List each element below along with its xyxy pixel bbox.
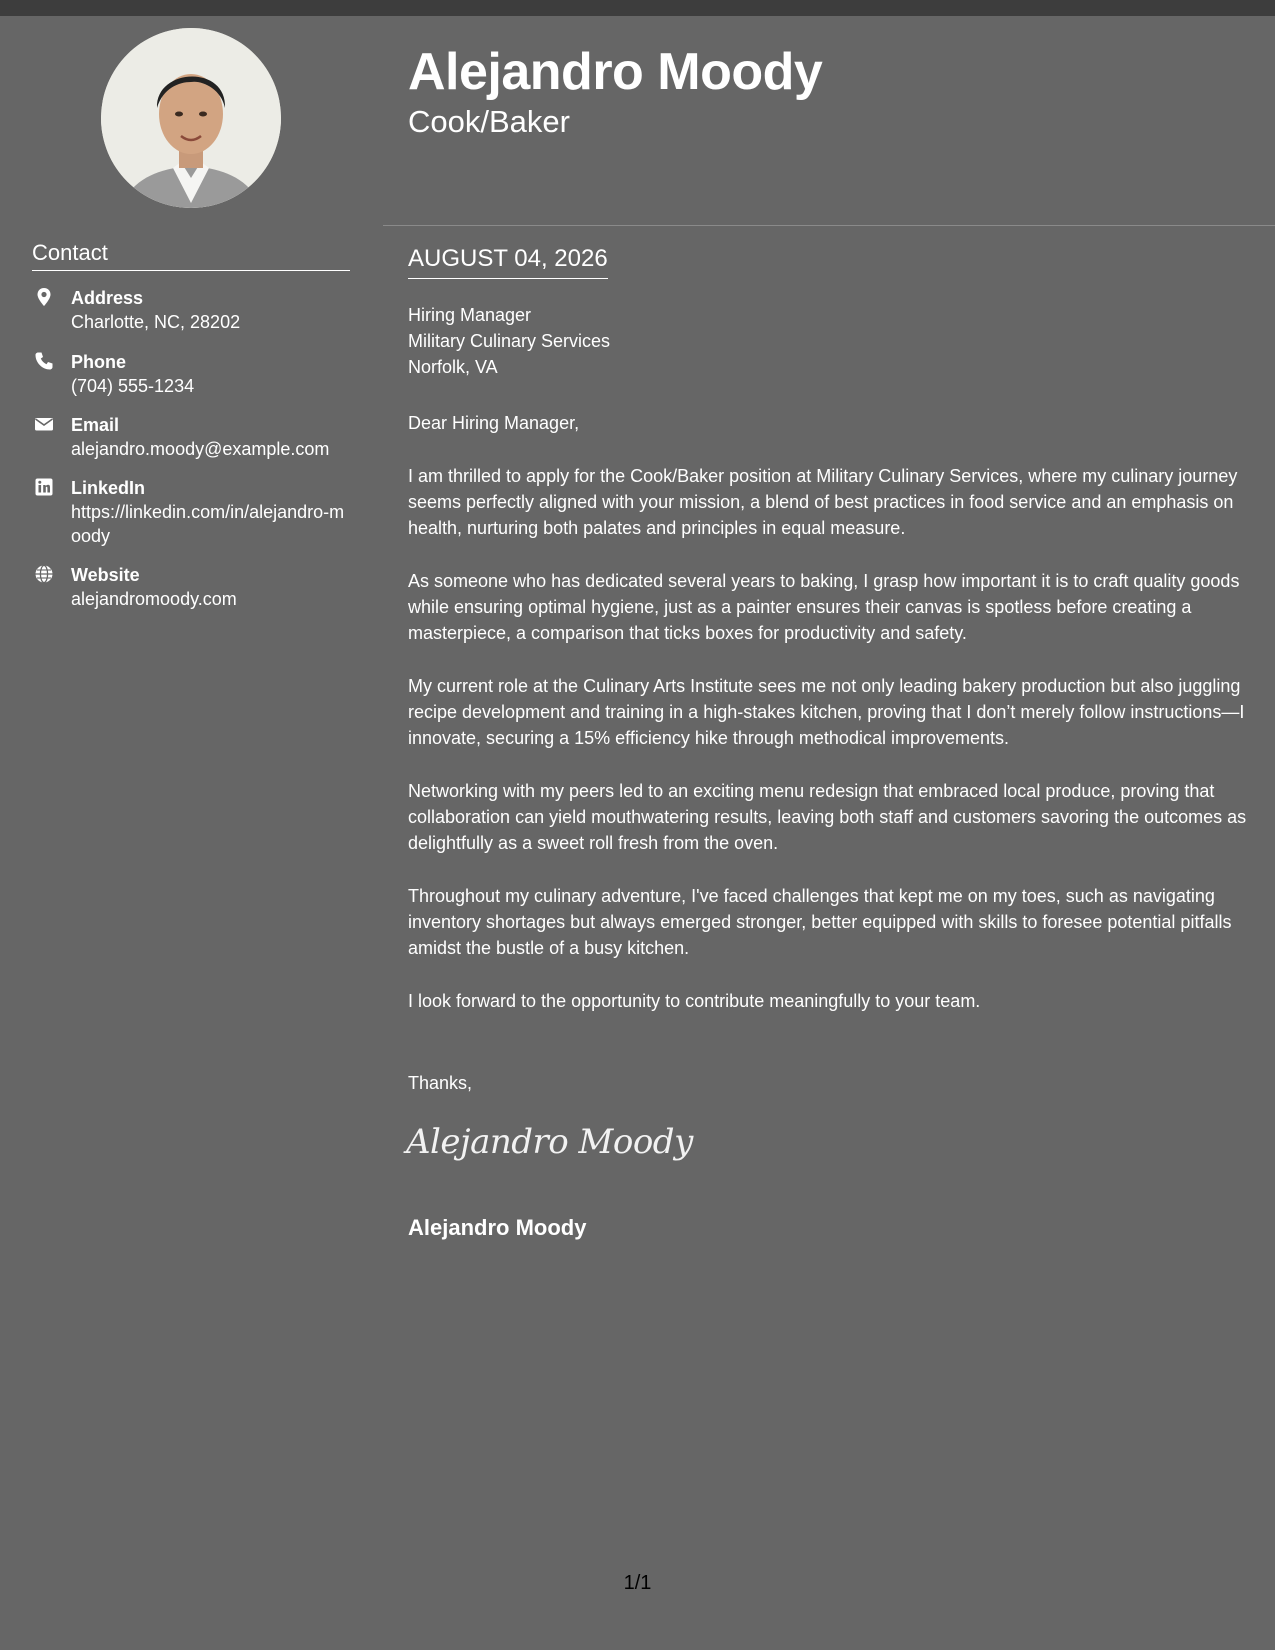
location-pin-icon <box>34 287 54 307</box>
contact-phone <box>32 350 352 398</box>
body-paragraph: Throughout my culinary adventure, I've faced challenges that kept me on my toes, such as navigating inventory shortages but always emerged stronger, better equipped with skills to foresee potential pitfalls amidst the bustle of a busy kitchen. <box>408 886 1232 958</box>
contact-email-label: Email <box>71 415 120 435</box>
contact-website-label: Website <box>71 565 140 585</box>
header-divider <box>383 225 1275 226</box>
globe-icon <box>34 564 54 584</box>
applicant-name: Alejandro Moody <box>408 43 823 101</box>
body-paragraph: I am thrilled to apply for the Cook/Baker position at Military Culinary Services, where my culinary journey seems perfectly aligned with your mission, a blend of best practices in food service and an emphasis on health, nurturing both palates and principles in equal measure. <box>408 466 1238 538</box>
letter-body <box>408 410 1254 1041</box>
recipient-line: Norfolk, VA <box>408 357 498 377</box>
recipient-line: Military Culinary Services <box>408 331 611 351</box>
contact-linkedin-value[interactable]: https://linkedin.com/in/alejandro-moody <box>71 502 345 546</box>
body-paragraph: As someone who has dedicated several years to baking, I grasp how important it is to craft quality goods while ensuring optimal hygiene, just as a painter ensures their canvas is spotless before creating a masterpiece, a comparison that ticks boxes for productivity and safety. <box>408 571 1240 643</box>
body-paragraph: My current role at the Culinary Arts Institute sees me not only leading bakery production but also juggling recipe development and training in a high-stakes kitchen, proving that I don’t merely follow instructions—I innovate, securing a 15% efficiency hike through methodical improvements. <box>408 676 1245 748</box>
contact-address-label: Address <box>71 288 144 308</box>
body-paragraph: Networking with my peers led to an exciting menu redesign that embraced local produce, proving that collaboration can yield mouthwatering results, leaving both staff and customers savoring the outcomes as delightfully as a sweet roll fresh from the oven. <box>408 781 1247 853</box>
top-bar <box>0 0 1275 16</box>
body-paragraph: I look forward to the opportunity to contribute meaningfully to your team. <box>408 991 981 1011</box>
recipient-block <box>408 302 610 380</box>
contact-list <box>32 286 352 611</box>
contact-email <box>32 413 352 461</box>
page-number: 1/1 <box>623 1572 652 1594</box>
letter-date: AUGUST 04, 2026 <box>408 244 608 279</box>
recipient-line: Hiring Manager <box>408 305 532 325</box>
contact-website <box>32 563 352 611</box>
contact-phone-value: (704) 555-1234 <box>71 376 195 396</box>
applicant-role: Cook/Baker <box>408 104 570 139</box>
contact-address <box>32 286 352 334</box>
contact-website-value[interactable]: alejandromoody.com <box>71 589 237 609</box>
contact-linkedin <box>32 476 352 548</box>
linkedin-icon <box>34 477 54 497</box>
profile-photo <box>101 28 281 208</box>
handwritten-signature: Alejandro Moody <box>406 1122 693 1162</box>
salutation: Dear Hiring Manager, <box>408 413 580 433</box>
envelope-icon <box>34 414 54 434</box>
signer-name: Alejandro Moody <box>408 1215 587 1240</box>
contact-email-value[interactable]: alejandro.moody@example.com <box>71 439 330 459</box>
contact-phone-label: Phone <box>71 352 127 372</box>
contact-heading: Contact <box>32 240 350 271</box>
contact-linkedin-label: LinkedIn <box>71 478 146 498</box>
closing: Thanks, <box>408 1073 473 1093</box>
contact-address-value: Charlotte, NC, 28202 <box>71 312 241 332</box>
phone-icon <box>34 351 54 371</box>
